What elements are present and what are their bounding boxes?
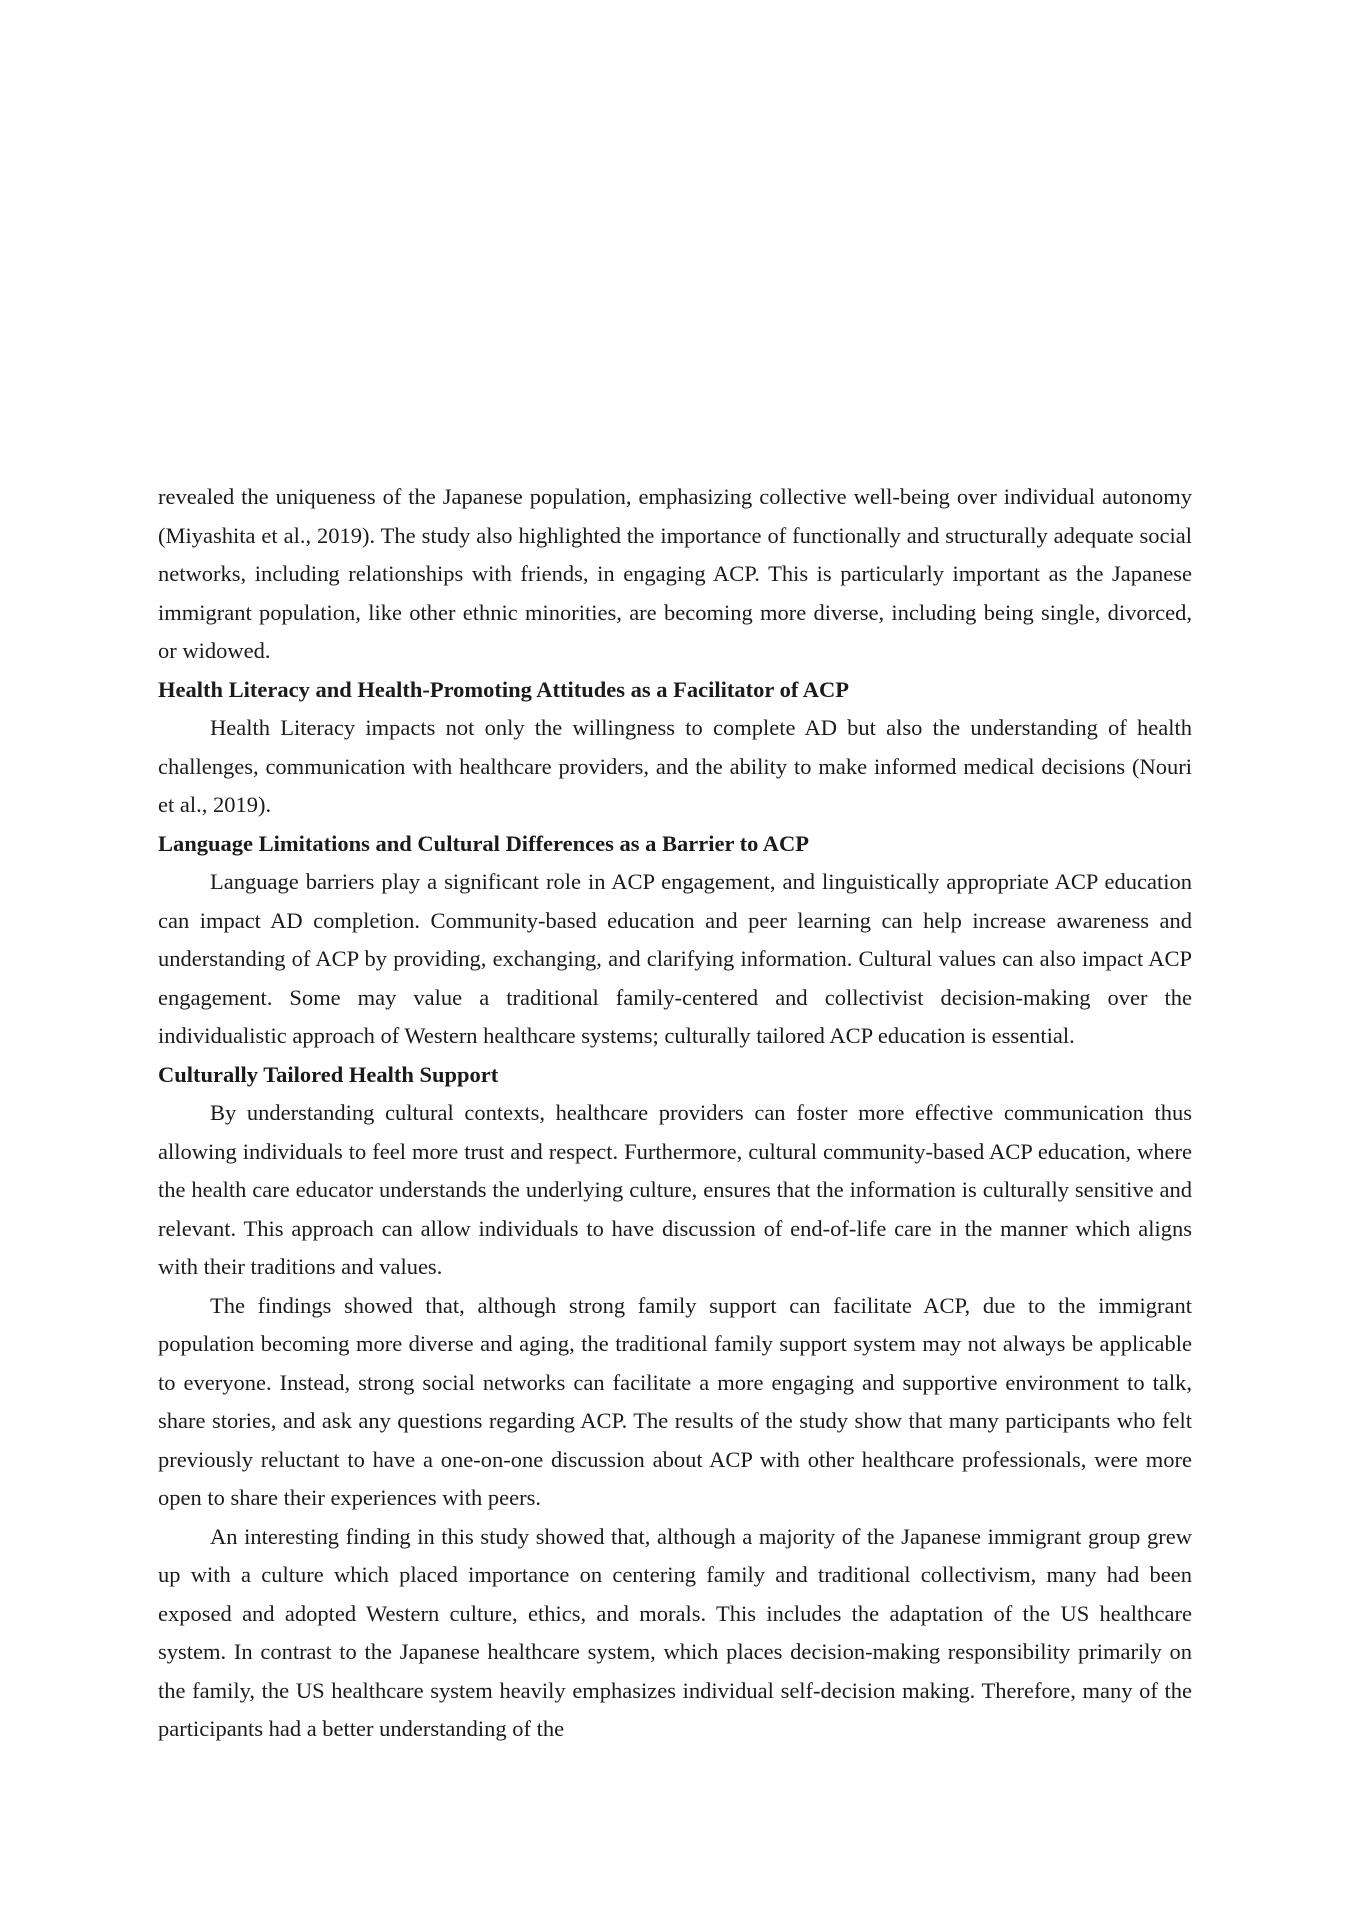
paragraph: The findings showed that, although strong family support can facilitate ACP, due to the immigrant population becoming more diverse and aging, the traditional family support system may not always be applicable to everyone. Instead, strong social networks can facilitate a more engaging and supportive environment to talk, share stories, and ask any questions regarding ACP. The results of the study show that many participants who felt previously reluctant to have a one-on-one discussion about ACP with other healthcare professionals, were more open to share their experiences with peers.	[158, 1292, 1192, 1510]
paragraph: An interesting finding in this study showed that, although a majority of the Japanese immigrant group grew up with a culture which placed importance on centering family and traditional collectivism, many had been exposed and adopted Western culture, ethics, and morals. This includes the adaptation of the US healthcare system. In contrast to the Japanese healthcare system, which places decision-making responsibility primarily on the family, the US healthcare system heavily emphasizes individual self-decision making. Therefore, many of the participants had a better understanding of the	[158, 1523, 1192, 1741]
section-heading-health-literacy: Health Literacy and Health-Promoting Attitudes as a Facilitator of ACP	[158, 676, 849, 702]
section-heading-language-limitations: Language Limitations and Cultural Differences as a Barrier to ACP	[158, 830, 810, 856]
paragraph: By understanding cultural contexts, healthcare providers can foster more effective communication thus allowing individuals to feel more trust and respect. Furthermore, cultural community-based ACP education, where the health care educator understands the underlying culture, ensures that the information is culturally sensitive and relevant. This approach can allow individuals to have discussion of end-of-life care in the manner which aligns with their traditions and values.	[158, 1100, 1192, 1279]
paragraph: Health Literacy impacts not only the willingness to complete AD but also the understanding of health challenges, communication with healthcare providers, and the ability to make informed medical decisions (Nouri et al., 2019).	[158, 715, 1192, 817]
section-heading-culturally-tailored-support: Culturally Tailored Health Support	[158, 1061, 499, 1087]
paragraph: Language barriers play a significant role in ACP engagement, and linguistically appropriate ACP education can impact AD completion. Community-based education and peer learning can help increase awareness and understanding of ACP by providing, exchanging, and clarifying information. Cultural values can also impact ACP engagement. Some may value a traditional family-centered and collectivist decision-making over the individualistic approach of Western healthcare systems; culturally tailored ACP education is essential.	[158, 869, 1192, 1048]
document-page	[158, 478, 1192, 1749]
continuation-paragraph: revealed the uniqueness of the Japanese population, emphasizing collective well-being over individual autonomy (Miyashita et al., 2019). The study also highlighted the importance of functionally and structurally adequate social networks, including relationships with friends, in engaging ACP. This is particularly important as the Japanese immigrant population, like other ethnic minorities, are becoming more diverse, including being single, divorced, or widowed.	[158, 484, 1192, 663]
